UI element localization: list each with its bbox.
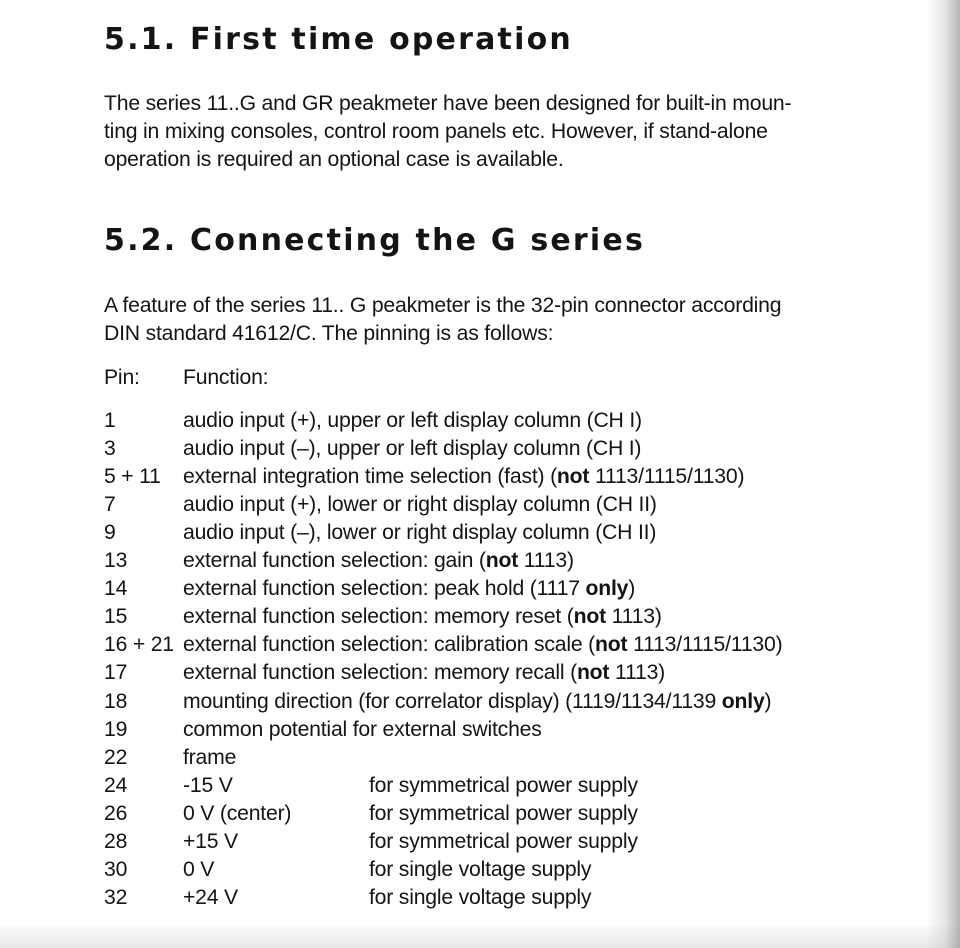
pin-number: 5 + 11	[104, 465, 161, 489]
pin-number: 19	[104, 717, 128, 741]
pin-function: 0 V (center)	[183, 801, 292, 825]
supply-note: for symmetrical power supply	[369, 773, 638, 797]
pin-number: 18	[104, 689, 128, 713]
section-5-2-title: 5.2. Connecting the G series	[104, 223, 645, 258]
supply-note: for single voltage supply	[369, 885, 592, 909]
pin-function	[183, 603, 662, 631]
section-5-1-line-3: operation is required an optional case is available.	[104, 148, 564, 171]
pin-function	[183, 575, 635, 603]
pin-function: +15 V	[183, 829, 238, 853]
function-text: external function selection: peak hold (1117	[183, 577, 586, 601]
function-emphasis: not	[595, 633, 628, 657]
pin-function: -15 V	[183, 773, 233, 797]
function-text: 1113/1115/1130)	[627, 633, 783, 657]
function-text: )	[628, 577, 636, 601]
function-text: 1113/1115/1130)	[589, 465, 745, 489]
function-text: 1113)	[518, 549, 574, 573]
pin-number: 16 + 21	[104, 633, 174, 657]
pin-number: 3	[104, 437, 116, 461]
function-emphasis: not	[576, 661, 610, 685]
pin-function	[183, 659, 665, 687]
function-text: external function selection: memory recall (	[183, 661, 577, 685]
pin-function: audio input (–), upper or left display column (CH I)	[183, 437, 642, 461]
function-text: mounting direction (for correlator display) (1119/1134/1139	[183, 689, 722, 713]
pin-number: 7	[104, 493, 116, 517]
function-emphasis: only	[585, 577, 629, 601]
section-5-1-title: 5.1. First time operation	[104, 22, 573, 57]
supply-note: for single voltage supply	[369, 857, 592, 881]
page-edge-shade	[926, 0, 960, 948]
pin-number: 28	[104, 829, 128, 853]
pin-number: 32	[104, 885, 128, 909]
pin-number: 17	[104, 661, 128, 685]
pin-function	[183, 631, 782, 659]
pin-number: 1	[104, 409, 116, 432]
function-text: 1113)	[609, 661, 666, 685]
pin-column-header: Pin:	[104, 366, 140, 389]
supply-note: for symmetrical power supply	[369, 829, 638, 853]
pin-function: common potential for external switches	[183, 717, 542, 741]
pin-number: 15	[104, 605, 128, 629]
pin-function	[183, 463, 744, 491]
section-5-1-line-1: The series 11..G and GR peakmeter have been designed for built-in moun-	[104, 92, 792, 115]
pin-function: audio input (–), lower or right display column (CH II)	[183, 521, 657, 545]
pin-function: frame	[183, 745, 237, 769]
pin-function: 0 V	[183, 857, 215, 881]
function-text: 1113)	[605, 605, 662, 629]
pin-number: 9	[104, 521, 116, 545]
pin-function: audio input (+), upper or left display column (CH I)	[183, 409, 642, 432]
pin-number: 26	[104, 801, 128, 825]
pin-function	[183, 547, 574, 575]
pin-number: 30	[104, 857, 128, 881]
page-bottom-edge	[0, 926, 960, 948]
function-text: )	[764, 689, 772, 713]
pin-function: +24 V	[183, 885, 238, 909]
function-emphasis: not	[573, 605, 606, 629]
function-text: external function selection: memory reset (	[183, 605, 574, 629]
pin-number: 14	[104, 577, 128, 601]
section-5-2-line-2: DIN standard 41612/C. The pinning is as follows:	[104, 322, 554, 345]
function-emphasis: only	[721, 689, 765, 713]
pin-number: 22	[104, 745, 128, 769]
pin-function: audio input (+), lower or right display column (CH II)	[183, 493, 657, 517]
pin-function	[183, 688, 771, 716]
function-emphasis: not	[485, 549, 519, 573]
section-5-1-line-2: ting in mixing consoles, control room panels etc. However, if stand-alone	[104, 120, 768, 143]
function-text: external function selection: gain (	[183, 549, 486, 573]
pin-number: 24	[104, 773, 128, 797]
function-text: external function selection: calibration scale (	[183, 633, 596, 657]
function-column-header: Function:	[183, 366, 269, 389]
function-text: external integration time selection (fast) (	[183, 465, 557, 489]
section-5-2-line-1: A feature of the series 11.. G peakmeter is the 32-pin connector according	[104, 294, 782, 317]
supply-note: for symmetrical power supply	[369, 801, 638, 825]
function-emphasis: not	[556, 465, 590, 489]
pin-number: 13	[104, 549, 128, 573]
